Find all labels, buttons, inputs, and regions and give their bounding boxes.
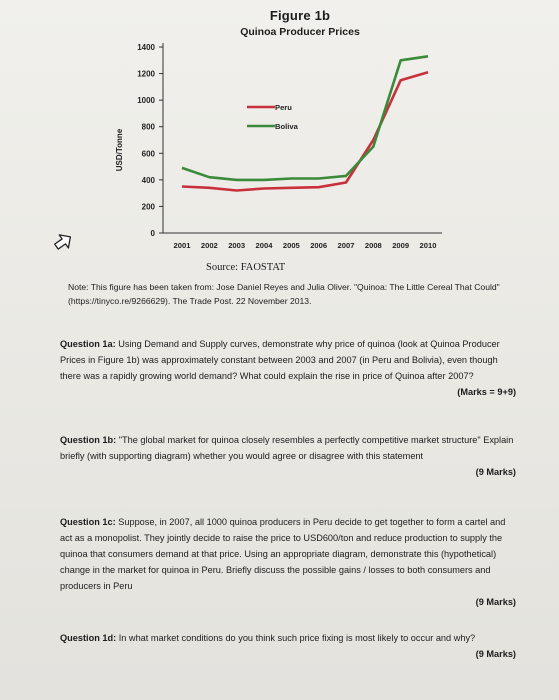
quinoa-price-chart (0, 0, 559, 270)
legend-label: Boliva (275, 122, 298, 131)
chart-title: Quinoa Producer Prices (240, 26, 360, 38)
x-tick-label: 2007 (337, 241, 355, 250)
x-tick-label: 2001 (173, 241, 191, 250)
question-1a (60, 336, 520, 400)
question-1d-label: Question 1d: (60, 633, 117, 643)
figure-source: Source: FAOSTAT (206, 262, 286, 273)
y-tick-label: 1200 (137, 69, 155, 79)
x-tick-label: 2002 (200, 241, 218, 250)
legend-label: Peru (275, 103, 292, 112)
x-tick-label: 2004 (255, 241, 273, 250)
y-tick-label: 400 (141, 175, 155, 185)
question-1a-text: Using Demand and Supply curves, demonstrate why price of quinoa (look at Quinoa Producer Prices in Figure 1b) was approximately constant between 2003 and 2007 (in Peru and Bolivia), even though there was a rapidly growing world demand? What could explain the rise in price of Quinoa after 2007? (60, 339, 500, 381)
y-tick-label: 800 (141, 122, 155, 132)
question-1b-label: Question 1b: (60, 435, 117, 445)
question-1d-text: In what market conditions do you think such price fixing is most likely to occur and why? (118, 633, 476, 643)
x-tick-label: 2010 (419, 241, 437, 250)
question-1d (60, 630, 520, 662)
question-1a-label: Question 1a: (60, 339, 116, 349)
x-tick-label: 2009 (392, 241, 410, 250)
x-tick-label: 2003 (228, 241, 246, 250)
question-1b (60, 432, 520, 480)
question-1b-text: "The global market for quinoa closely resembles a perfectly competitive market structure" Explain briefly (with supporting diagram) whether you would agree or disagree with this statement (60, 435, 514, 461)
y-tick-label: 200 (141, 202, 155, 212)
y-tick-label: 0 (150, 229, 155, 238)
question-1d-marks: (9 Marks) (475, 649, 516, 659)
question-1b-marks: (9 Marks) (475, 467, 516, 477)
question-1a-marks: (Marks = 9+9) (457, 387, 516, 397)
mouse-pointer-icon (52, 230, 74, 252)
figure-label: Figure 1b (269, 8, 331, 23)
question-1c-text: Suppose, in 2007, all 1000 quinoa producers in Peru decide to get together to form a cartel and act as a monopolist. They jointly decide to raise the price to USD600/ton and reduce production to supply the quinoa that consumers demand at that price. Using an appropriate diagram, demonstrate this (hypothetical) change in the market for quinoa in Peru. Briefly discuss the possible gains / losses to both consumers and producers in Peru (60, 517, 506, 591)
x-tick-label: 2006 (310, 241, 328, 250)
x-tick-label: 2005 (282, 241, 300, 250)
question-1c-marks: (9 Marks) (475, 597, 516, 607)
question-1c-label: Question 1c: (60, 517, 116, 527)
x-tick-label: 2008 (364, 241, 382, 250)
figure-note: Note: This figure has been taken from: Jose Daniel Reyes and Julia Oliver. "Quinoa: The Little Cereal That Could" (https://tinyco.re/9266629). The Trade Post. 22 November 2013. (68, 282, 500, 306)
y-axis-label: USD/Tonne (115, 128, 124, 172)
y-tick-label: 1000 (137, 96, 155, 106)
y-tick-label: 1400 (137, 43, 155, 52)
series-line-bolivia (182, 56, 428, 180)
question-1c (60, 514, 520, 610)
y-tick-label: 600 (141, 149, 155, 159)
